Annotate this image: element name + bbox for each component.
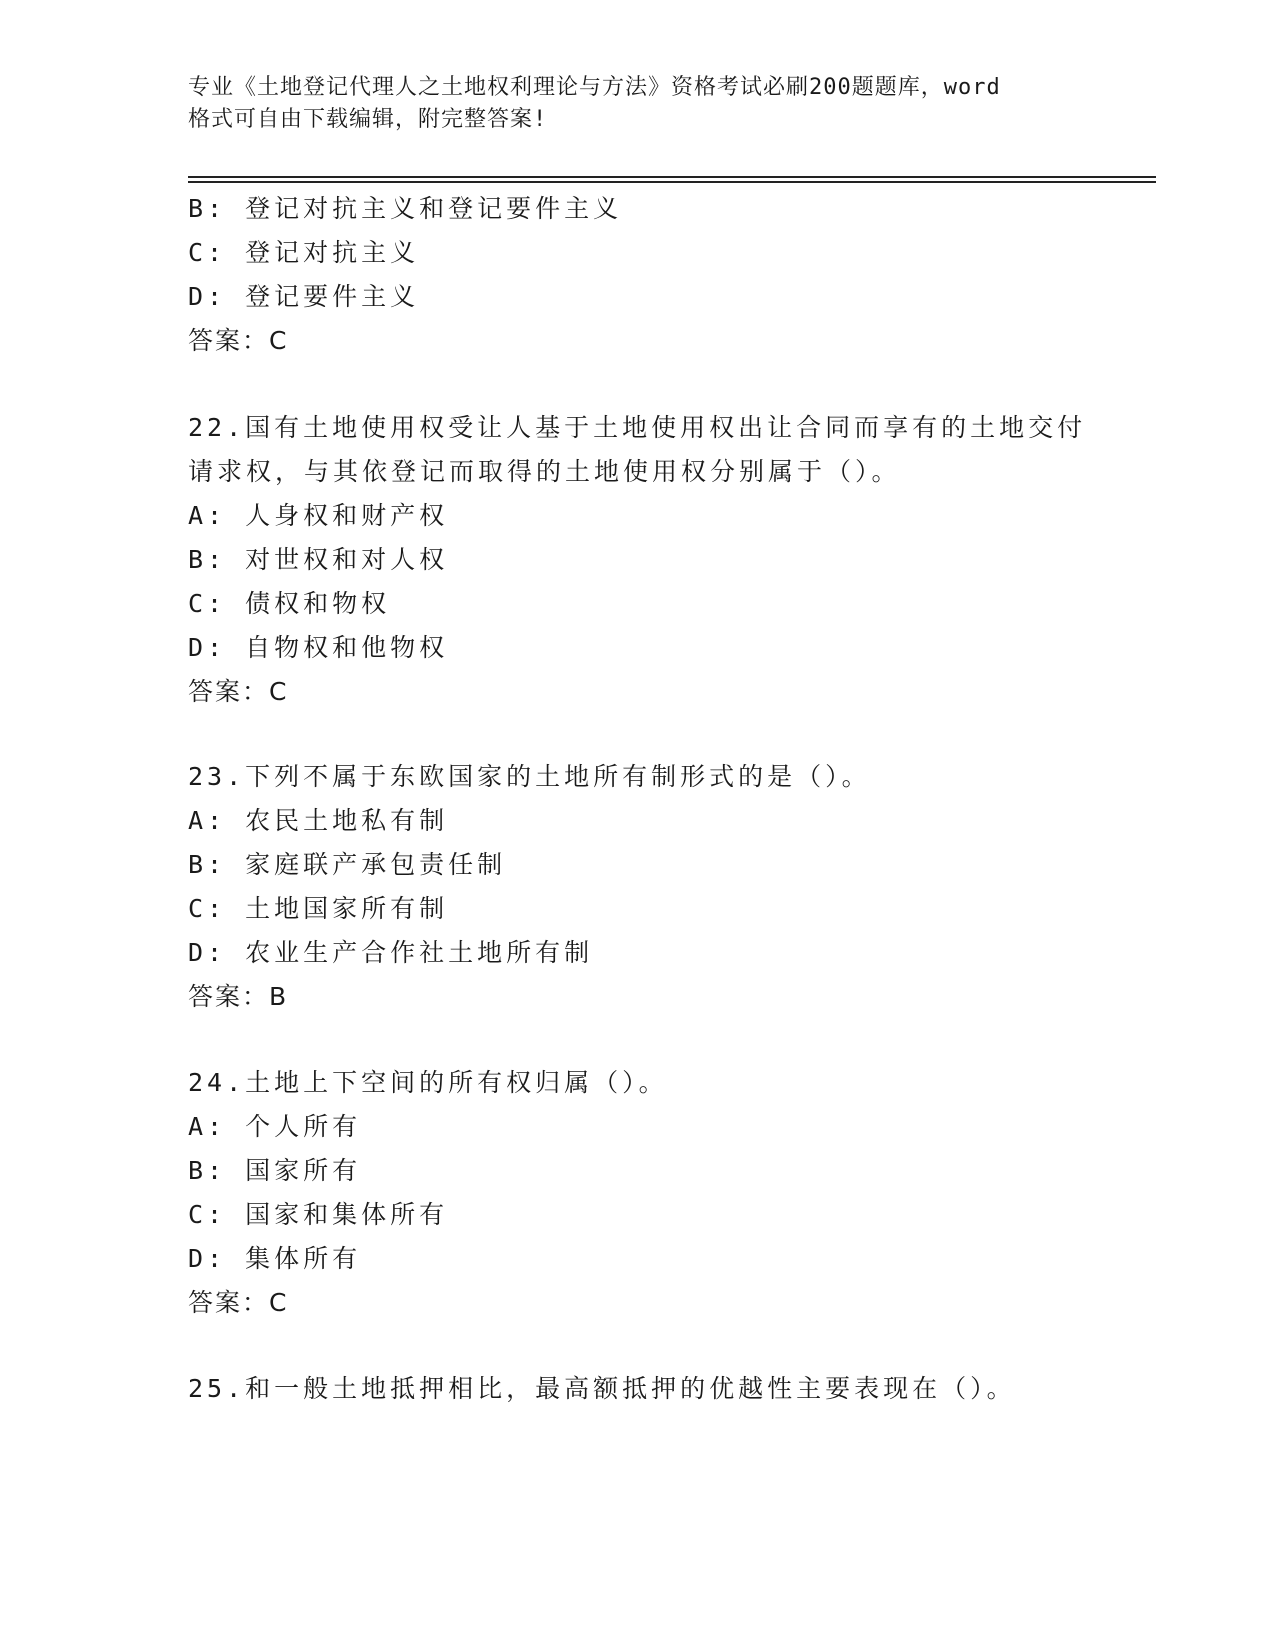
q24-stem: 24.土地上下空间的所有权归属（）。	[188, 1068, 668, 1097]
header-title-line1: 专业《土地登记代理人之土地权利理论与方法》资格考试必刷200题题库，word	[188, 75, 1001, 100]
q21-option-b: B: 登记对抗主义和登记要件主义	[188, 194, 623, 223]
q24-answer: 答案：C	[188, 1288, 289, 1317]
header-title-line2: 格式可自由下载编辑，附完整答案!	[188, 107, 548, 132]
q21-option-d: D: 登记要件主义	[188, 282, 420, 311]
q22-answer: 答案：C	[188, 677, 289, 706]
q21-option-c: C: 登记对抗主义	[188, 238, 420, 267]
q23-option-a: A: 农民土地私有制	[188, 806, 449, 835]
q22-option-d: D: 自物权和他物权	[188, 633, 449, 662]
q25-stem: 25.和一般土地抵押相比，最高额抵押的优越性主要表现在（）。	[188, 1374, 1016, 1403]
q24-option-c: C: 国家和集体所有	[188, 1200, 449, 1229]
q22-option-a: A: 人身权和财产权	[188, 501, 449, 530]
q24-option-b: B: 国家所有	[188, 1156, 362, 1185]
header-divider-top	[188, 176, 1156, 178]
q22-option-b: B: 对世权和对人权	[188, 545, 449, 574]
q23-stem: 23.下列不属于东欧国家的土地所有制形式的是（）。	[188, 762, 871, 791]
q23-option-c: C: 土地国家所有制	[188, 894, 449, 923]
q23-option-b: B: 家庭联产承包责任制	[188, 850, 507, 879]
q23-option-d: D: 农业生产合作社土地所有制	[188, 938, 594, 967]
q22-stem-line2: 请求权，与其依登记而取得的土地使用权分别属于（）。	[188, 457, 901, 486]
document-header	[188, 72, 1088, 136]
q21-answer: 答案：C	[188, 326, 289, 355]
header-divider-bottom	[188, 181, 1156, 183]
q23-answer: 答案：B	[188, 982, 289, 1011]
q22-stem-line1: 22.国有土地使用权受让人基于土地使用权出让合同而享有的土地交付	[188, 413, 1087, 442]
q24-option-d: D: 集体所有	[188, 1244, 362, 1273]
q22-option-c: C: 债权和物权	[188, 589, 391, 618]
q24-option-a: A: 个人所有	[188, 1112, 362, 1141]
